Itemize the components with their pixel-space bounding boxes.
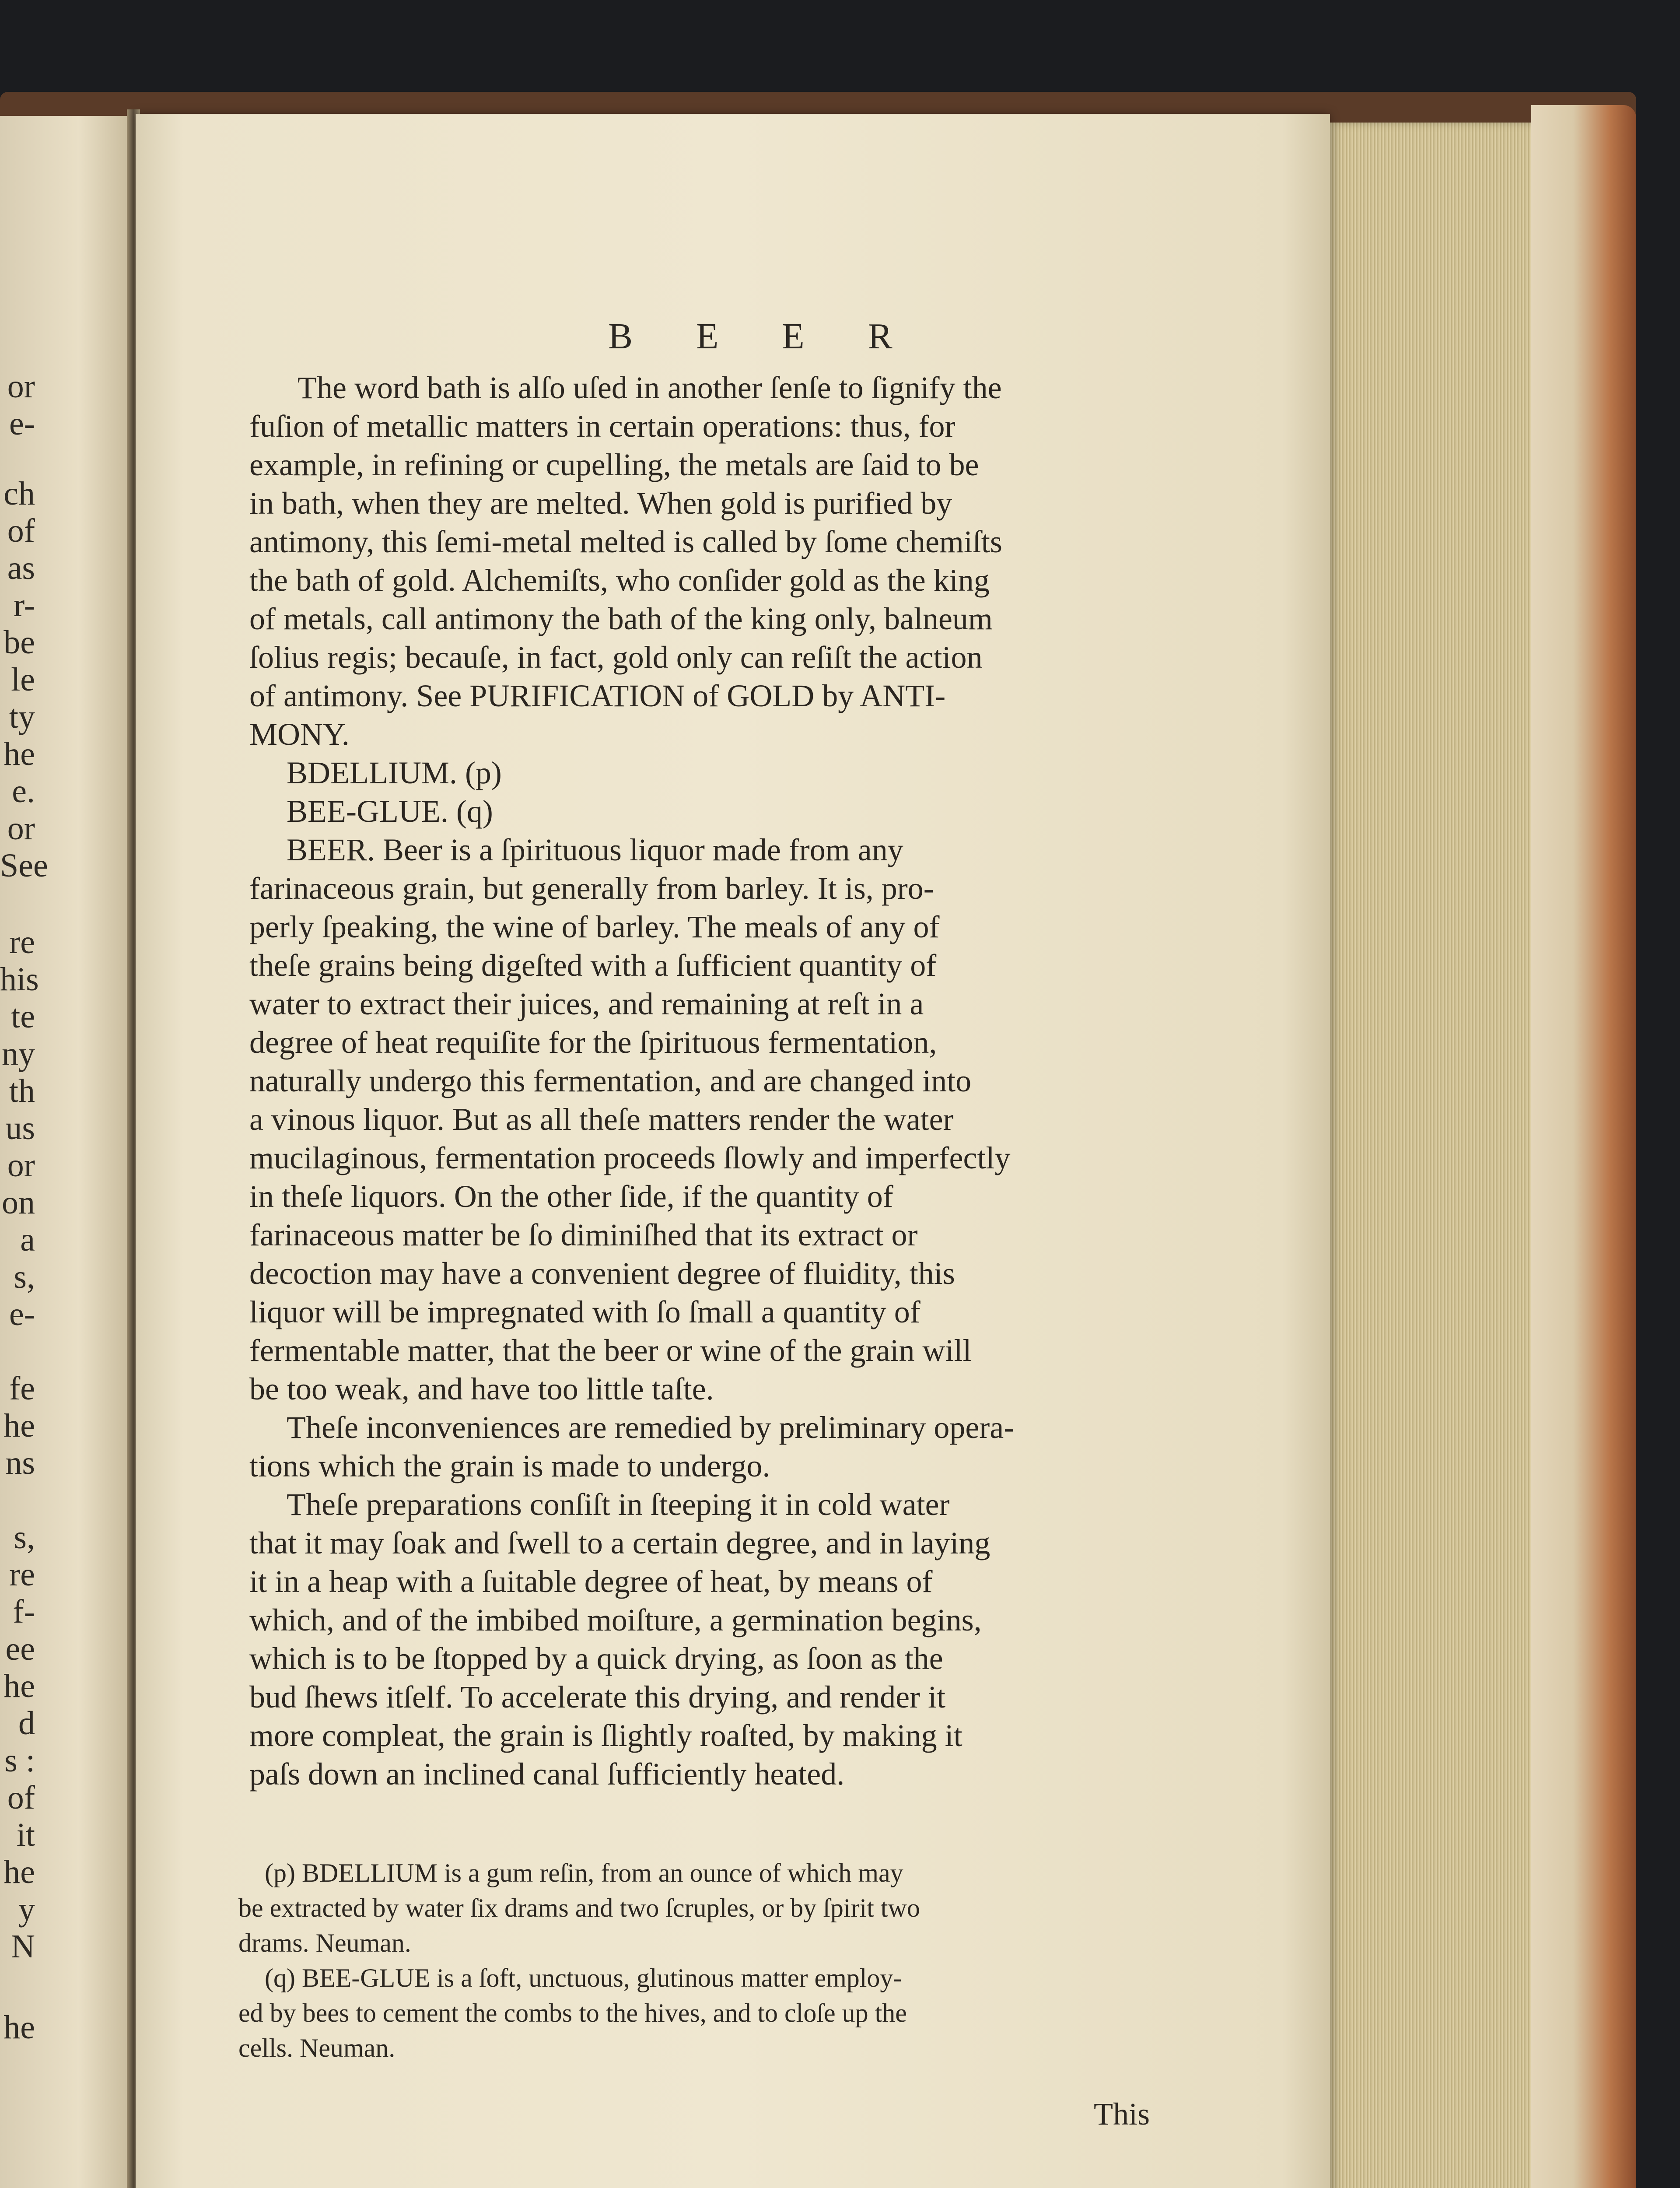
body-text-line: decoction may have a convenient degree of fluidity, this xyxy=(249,1256,955,1291)
footnote-line: (p) BDELLIUM is a gum reſin, from an ounce of which may xyxy=(265,1858,903,1887)
left-page-fragment: s : xyxy=(4,1742,35,1779)
body-text-line: that it may ſoak and ſwell to a certain degree, and in laying xyxy=(249,1525,990,1560)
left-page-fragment: re xyxy=(9,924,35,961)
left-page-fragment: on xyxy=(2,1184,35,1221)
left-page-fragment: re xyxy=(9,1556,35,1593)
left-page-fragment: ty xyxy=(9,698,35,735)
left-page-fragment: e- xyxy=(9,405,35,442)
left-page-fragment: as xyxy=(7,550,35,586)
left-page-fragment: y xyxy=(18,1891,35,1928)
left-page-fragment: of xyxy=(7,1779,35,1816)
entry-heading-beer: BEER. Beer is a ſpirituous liquor made from any xyxy=(287,832,903,867)
left-page-fragment: e. xyxy=(12,773,35,810)
body-text-line: MONY. xyxy=(249,717,350,752)
left-page-fragment: ny xyxy=(2,1035,35,1072)
body-text-line: farinaceous grain, but generally from barley. It is, pro- xyxy=(249,871,934,906)
body-text-line: ſolius regis; becauſe, in fact, gold only can reſiſt the action xyxy=(249,640,983,675)
body-text-line: in bath, when they are melted. When gold is purified by xyxy=(249,486,952,521)
body-text-line: the bath of gold. Alchemiſts, who conſider gold as the king xyxy=(249,563,990,598)
body-text-line: theſe grains being digeſted with a ſufficient quantity of xyxy=(249,948,937,983)
left-page-fragment: ee xyxy=(5,1630,35,1667)
left-page-fragment: he xyxy=(4,1668,35,1704)
body-text-line: bud ſhews itſelf. To accelerate this drying, and render it xyxy=(249,1680,946,1715)
footnote-line: ed by bees to cement the combs to the hives, and to cloſe up the xyxy=(238,1999,907,2027)
body-text-line: tions which the grain is made to undergo. xyxy=(249,1448,770,1483)
body-text-line: naturally undergo this fermentation, and are changed into xyxy=(249,1063,972,1098)
body-text-line: water to extract their juices, and remaining at reſt in a xyxy=(249,986,924,1021)
left-page-fragment: he xyxy=(4,1854,35,1890)
left-page-fragment: d xyxy=(18,1705,35,1742)
body-text-line: a vinous liquor. But as all theſe matters render the water xyxy=(249,1102,954,1137)
left-page-fragment: or xyxy=(7,1147,35,1184)
footnote-line: be extracted by water ſix drams and two ſcruples, or by ſpirit two xyxy=(238,1893,920,1922)
left-page-fragment: he xyxy=(4,1407,35,1444)
body-text-line: of antimony. See PURIFICATION of GOLD by ANTI- xyxy=(249,678,946,713)
left-page-fragment: us xyxy=(5,1110,35,1147)
left-page-fragment: s, xyxy=(14,1259,35,1295)
left-page-fragment: th xyxy=(9,1073,35,1109)
left-page-fragment: te xyxy=(11,998,35,1035)
body-text-line: fermentable matter, that the beer or wine of the grain will xyxy=(249,1333,972,1368)
running-head: B E E R xyxy=(608,316,920,357)
entry-heading-bdellium: BDELLIUM. (p) xyxy=(287,755,502,790)
footnote-line: drams. Neuman. xyxy=(238,1929,411,1957)
body-text-line: Theſe preparations conſiſt in ſteeping it in cold water xyxy=(287,1487,950,1522)
body-text-line: of metals, call antimony the bath of the king only, balneum xyxy=(249,601,993,636)
left-page-fragment: it xyxy=(16,1816,35,1853)
body-text-line: in theſe liquors. On the other ſide, if the quantity of xyxy=(249,1179,893,1214)
left-page-fragment: ns xyxy=(5,1445,35,1481)
catchword: This xyxy=(1094,2097,1150,2132)
left-page-fragment: s, xyxy=(14,1519,35,1556)
left-page-fragment: or xyxy=(7,810,35,847)
footnote-line: cells. Neuman. xyxy=(238,2034,396,2062)
body-text-line: perly ſpeaking, the wine of barley. The meals of any of xyxy=(249,909,940,944)
body-text-line: it in a heap with a ſuitable degree of heat, by means of xyxy=(249,1564,933,1599)
left-page-fragment: or xyxy=(7,368,35,405)
left-page-fragment: r- xyxy=(13,587,35,624)
left-page-fragment: he xyxy=(4,2009,35,2046)
left-page-fragment: N xyxy=(11,1928,35,1965)
left-page-fragment: le xyxy=(11,661,35,698)
body-text-line: more compleat, the grain is ſlightly roaſted, by making it xyxy=(249,1718,962,1753)
entry-heading-bee-glue: BEE-GLUE. (q) xyxy=(287,794,493,829)
page-edges xyxy=(1330,123,1536,2188)
footnote-line: (q) BEE-GLUE is a ſoft, unctuous, glutinous matter employ- xyxy=(265,1964,902,1992)
body-text-line: The word bath is alſo uſed in another ſenſe to ſignify the xyxy=(298,370,1002,405)
body-text-line: paſs down an inclined canal ſufficiently heated. xyxy=(249,1757,845,1792)
body-text-line: which, and of the imbibed moiſture, a germination begins, xyxy=(249,1602,982,1637)
body-text-line: degree of heat requiſite for the ſpirituous fermentation, xyxy=(249,1025,937,1060)
left-page-fragment: he xyxy=(4,736,35,772)
body-text-line: mucilaginous, fermentation proceeds ſlowly and imperfectly xyxy=(249,1140,1011,1175)
body-text-line: which is to be ſtopped by a quick drying, as ſoon as the xyxy=(249,1641,943,1676)
book-board xyxy=(1531,105,1636,2188)
left-page-fragment: a xyxy=(20,1221,35,1258)
left-page-fragment: be xyxy=(4,624,35,661)
body-text-line: example, in refining or cupelling, the metals are ſaid to be xyxy=(249,447,979,482)
left-page-fragment: See xyxy=(0,847,48,884)
left-page-fragment: ch xyxy=(4,475,35,512)
body-text-line: be too weak, and have too little taſte. xyxy=(249,1371,714,1406)
body-text-line: fuſion of metallic matters in certain operations: thus, for xyxy=(249,409,956,444)
body-text-line: Theſe inconveniences are remedied by preliminary opera- xyxy=(287,1410,1015,1445)
left-page-fragment: e- xyxy=(9,1296,35,1332)
body-text-line: farinaceous matter be ſo diminiſhed that its extract or xyxy=(249,1217,918,1252)
left-page-fragment: of xyxy=(7,512,35,549)
left-page-fragment: f- xyxy=(13,1593,35,1630)
body-text-line: liquor will be impregnated with ſo ſmall a quantity of xyxy=(249,1294,920,1329)
left-page-fragment: fe xyxy=(9,1370,35,1407)
left-page-fragment: his xyxy=(0,961,39,998)
body-text-line: antimony, this ſemi-metal melted is called by ſome chemiſts xyxy=(249,524,1002,559)
